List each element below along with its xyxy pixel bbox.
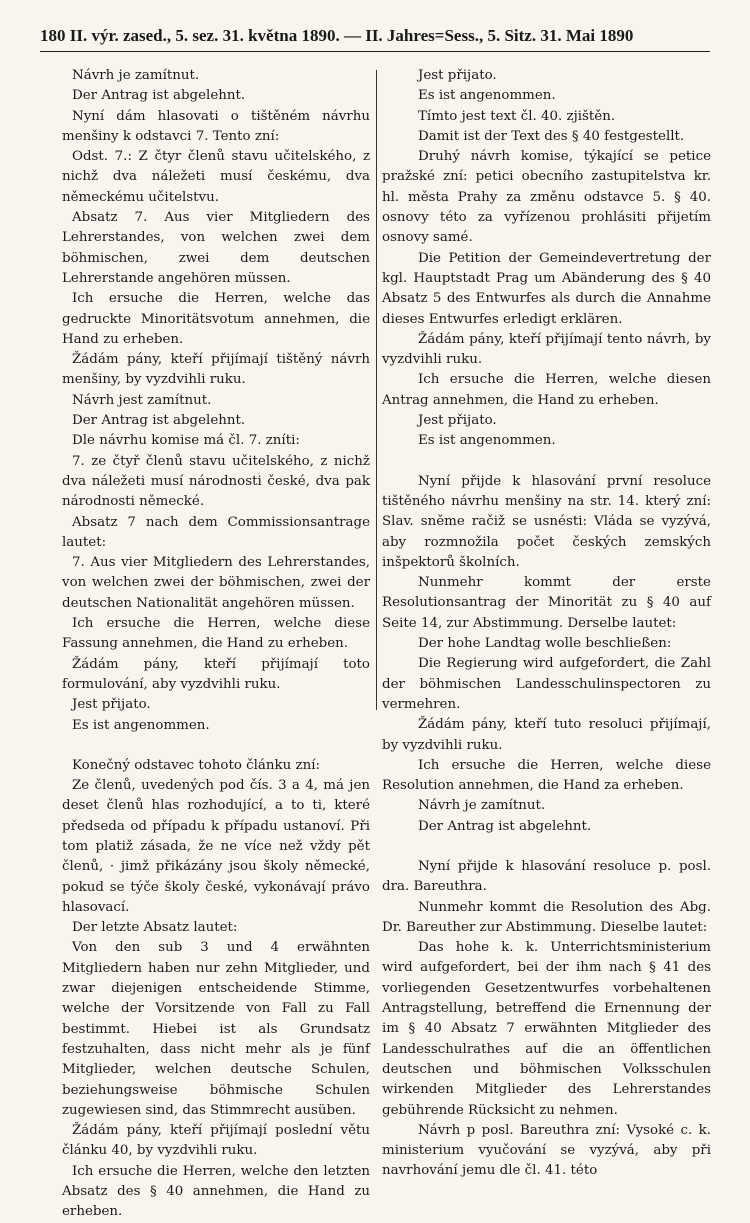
paragraph: Der Antrag ist abgelehnt.	[72, 413, 246, 429]
paragraph: Jest přijato.	[418, 413, 497, 429]
paragraph: Der letzte Absatz lautet:	[72, 920, 238, 936]
paragraph: Dle návrhu komise má čl. 7. zníti:	[72, 433, 300, 449]
paragraph: Ich ersuche die Herren, welche den letzten Absatz des § 40 annehmen, die Hand zu erheben.	[62, 1163, 370, 1220]
paragraph: Von den sub 3 und 4 erwähnten Mitgliedern haben nur zehn Mitglieder, und zwar diejenigen entscheidende Stimme, welche der Vorsitzende von Fall zu Fall bestimmt. Hiebei ist als Grundsatz festzuhalten, dass nicht mehr als je fünf Mitglieder, welchen deutsche Schulen, beziehungsweise böhmische Schulen zugewiesen sind, das Stimmrecht ausüben.	[62, 940, 370, 1118]
header-rule	[40, 51, 710, 52]
paragraph: Das hohe k. k. Unterrichtsministerium wird aufgefordert, bei der ihm nach § 41 des vorliegenden Gesetzentwurfes vorbehaltenen Antragstellung, betreffend die Ernennung der im § 40 Absatz 7 erwähnten Mitglieder des Landesschulrathes auf die an öffentlichen deutschen und böhmischen Volksschulen wirkenden Mitglieder des Lehrerstandes gebührende Rücksicht zu nehmen.	[382, 940, 711, 1118]
paragraph: Der hohe Landtag wolle beschließen:	[418, 636, 672, 652]
paragraph: Nyní přijde k hlasování první resoluce tištěného návrhu menšiny na str. 14. který zní: Slav. sněme račiž se usnésti: Vláda se vyzývá, aby rozmnožila počet českých zemských inšpektorů školních.	[382, 473, 711, 570]
page-header: 180 II. výr. zased., 5. sez. 31. května 1890. — II. Jahres=Sess., 5. Sitz. 31. Mai 1890	[40, 26, 634, 45]
paragraph: Es ist angenommen.	[418, 433, 556, 449]
paragraph: Ich ersuche die Herren, welche diesen Antrag annehmen, die Hand zu erheben.	[382, 372, 711, 408]
paragraph: Druhý návrh komise, týkající se petice pražské zní: petici obecního zastupitelstva kr. hl. města Prahy za změnu odstavce 5. § 40. osnovy této za vyřízenou prohlásiti přijetím osnovy samé.	[382, 149, 711, 246]
spacer	[382, 837, 711, 857]
paragraph: Absatz 7 nach dem Commissionsantrage lautet:	[62, 514, 370, 550]
paragraph: Žádám pány, kteří přijímají poslední větu článku 40, by vyzdvihli ruku.	[62, 1123, 370, 1159]
paragraph: Návrh je zamítnut.	[418, 798, 546, 814]
paragraph: Návrh je zamítnut.	[72, 68, 200, 83]
paragraph: Ich ersuche die Herren, welche diese Resolution annehmen, die Hand za erheben.	[382, 757, 711, 794]
paragraph: Návrh p posl. Bareuthra zní: Vysoké c. k. ministerium vyučování se vyzývá, aby při navrhování jemu dle čl. 41. této	[382, 1122, 711, 1179]
paragraph: Die Petition der Gemeindevertretung der kgl. Hauptstadt Prag um Abänderung des § 40 Absatz 5 des Entwurfes als durch die Annahme dieses Entwurfes erledigt erklären.	[382, 250, 711, 327]
paragraph: Tímto jest text čl. 40. zjištěn.	[418, 108, 616, 124]
paragraph: Der Antrag ist abgelehnt.	[418, 818, 592, 834]
paragraph: Jest přijato.	[72, 697, 151, 713]
paragraph: Žádám pány, kteří přijímají toto formulování, aby vyzdvihli ruku.	[62, 656, 370, 692]
paragraph: Ich ersuche die Herren, welche das gedruckte Minoritätsvotum annehmen, die Hand zu erheben.	[62, 291, 370, 347]
paragraph: Ze členů, uvedených pod čís. 3 a 4, má jen deset členů hlas rozhodující, a to ti, které předseda od případu k případu ustanoví. Při tom platiž zásada, že ne více než vždy pět členů, · jimž přikázány jsou školy německé, pokud se týče školy české, vykonávají právo hlasovací.	[62, 778, 370, 915]
spacer	[62, 736, 370, 756]
paragraph: Nunmehr kommt der erste Resolutionsantrag der Minorität zu § 40 auf Seite 14, zur Abstimmung. Derselbe lautet:	[382, 575, 711, 631]
paragraph: Žádám pány, kteří přijímají tento návrh, by vyzdvihli ruku.	[382, 331, 711, 368]
paragraph: 7. Aus vier Mitgliedern des Lehrerstandes, von welchen zwei der böhmischen, zwei der deutschen Nationalität angehören müssen.	[62, 555, 370, 611]
right-column	[382, 66, 711, 1182]
paragraph: Ich ersuche die Herren, welche diese Fassung annehmen, die Hand zu erheben.	[62, 616, 370, 652]
spacer	[382, 452, 711, 472]
paragraph: Nyní dám hlasovati o tištěném návrhu menšiny k odstavci 7. Tento zní:	[62, 108, 370, 144]
paragraph: 7. ze čtyř členů stavu učitelského, z nichž dva náležeti musí národnosti české, dva pak národnosti německé.	[62, 453, 370, 510]
paragraph: Jest přijato.	[418, 68, 497, 83]
paragraph: Návrh jest zamítnut.	[72, 392, 212, 408]
paragraph: Žádám pány, kteří přijímají tištěný návrh menšiny, by vyzdvihli ruku.	[62, 352, 370, 388]
paragraph: Absatz 7. Aus vier Mitgliedern des Lehrerstandes, von welchen zwei dem böhmischen, zwei dem deutschen Lehrerstande angehören müssen.	[62, 210, 370, 286]
left-column	[62, 66, 370, 1223]
paragraph: Konečný odstavec tohoto článku zní:	[72, 757, 321, 773]
paragraph: Die Regierung wird aufgefordert, die Zahl der böhmischen Landesschulinspectoren zu vermehren.	[382, 656, 711, 712]
paragraph: Nyní přijde k hlasování resoluce p. posl. dra. Bareuthra.	[382, 858, 711, 895]
paragraph: Es ist angenommen.	[418, 88, 556, 104]
paragraph: Nunmehr kommt die Resolution des Abg. Dr. Bareuther zur Abstimmung. Dieselbe lautet:	[382, 899, 711, 935]
paragraph: Damit ist der Text des § 40 festgestellt.	[418, 128, 685, 144]
paragraph: Žádám pány, kteří tuto resoluci přijímají, by vyzdvihli ruku.	[382, 717, 711, 753]
paragraph: Odst. 7.: Z čtyr členů stavu učitelského, z nichž dva náležeti musí českému, dva německému učitelstvu.	[62, 149, 370, 205]
column-divider	[376, 70, 377, 710]
paragraph: Der Antrag ist abgelehnt.	[72, 88, 246, 104]
paragraph: Es ist angenommen.	[72, 717, 210, 733]
